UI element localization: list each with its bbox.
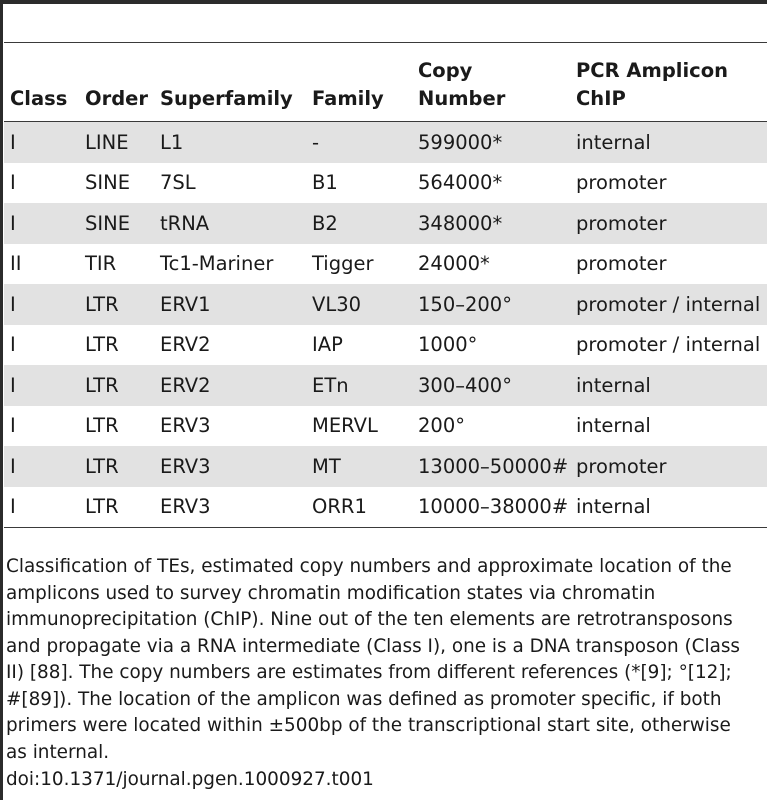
cell-copy: 13000–50000# — [412, 446, 570, 487]
cell-copy: 200° — [418, 414, 465, 438]
cell-family: IAP — [312, 333, 343, 357]
caption-line: #[89]). The location of the amplicon was defined as promoter specific, if both — [6, 688, 722, 710]
cell-pcr: internal — [576, 414, 651, 438]
cell-copy: 10000–38000# — [412, 487, 570, 528]
table-caption — [6, 554, 766, 766]
cell-order: LTR — [79, 487, 154, 528]
header-pcr-line-1: PCR Amplicon — [576, 59, 728, 82]
cell-superfamily: ERV3 — [160, 414, 211, 438]
cell-order: TIR — [85, 252, 117, 276]
caption-line: Classification of TEs, estimated copy numbers and approximate location of the — [6, 556, 732, 577]
caption-line: immunoprecipitation (ChIP). Nine out of the ten elements are retrotransposons — [6, 609, 733, 630]
table-row — [4, 406, 767, 447]
cell-family: Tigger — [312, 252, 374, 276]
cell-class: I — [10, 171, 16, 195]
table-row — [4, 122, 767, 163]
cell-pcr: internal — [570, 122, 767, 163]
cell-family: MT — [306, 446, 412, 487]
cell-class: I — [10, 414, 16, 438]
top-border — [0, 0, 767, 4]
caption-line: amplicons used to survey chromatin modification states via chromatin — [6, 582, 656, 604]
doi-link[interactable]: doi:10.1371/journal.pgen.1000927.t001 — [6, 769, 374, 790]
cell-order: LTR — [79, 446, 154, 487]
cell-pcr: internal — [570, 365, 767, 406]
te-table-container — [4, 42, 767, 528]
cell-superfamily: ERV2 — [154, 365, 306, 406]
header-order: Order — [85, 87, 148, 110]
table-row — [4, 244, 767, 285]
cell-family: B1 — [312, 171, 338, 195]
te-classification-table — [4, 43, 767, 528]
header-pcr-line-2: ChIP — [576, 87, 626, 110]
cell-order: LTR — [85, 333, 119, 357]
cell-copy: 348000* — [412, 203, 570, 244]
cell-copy: 300–400° — [412, 365, 570, 406]
table-row — [4, 284, 767, 325]
caption-line: primers were located within ±500bp of the transcriptional start site, otherwise — [6, 715, 731, 736]
table-body — [4, 122, 767, 528]
caption-line: as internal. — [6, 741, 110, 763]
left-border — [0, 0, 3, 800]
cell-superfamily: Tc1-Mariner — [160, 252, 274, 276]
cell-superfamily: ERV2 — [160, 333, 211, 357]
cell-copy: 24000* — [418, 252, 490, 276]
cell-superfamily: ERV1 — [154, 284, 306, 325]
cell-order: LINE — [79, 122, 154, 163]
cell-order: LTR — [85, 414, 119, 438]
cell-superfamily: L1 — [154, 122, 306, 163]
header-class: Class — [10, 87, 68, 110]
table-row — [4, 325, 767, 366]
table-row — [4, 365, 767, 406]
cell-family: ETn — [306, 365, 412, 406]
cell-family: - — [306, 122, 412, 163]
cell-superfamily: ERV3 — [154, 487, 306, 528]
cell-class: II — [10, 252, 22, 276]
cell-order: LTR — [79, 365, 154, 406]
cell-superfamily: ERV3 — [154, 446, 306, 487]
cell-copy: 150–200° — [412, 284, 570, 325]
cell-class: I — [4, 203, 79, 244]
table-row — [4, 203, 767, 244]
cell-pcr: promoter / internal — [570, 284, 767, 325]
cell-order: LTR — [79, 284, 154, 325]
header-copy-number — [412, 43, 570, 122]
cell-copy: 1000° — [418, 333, 478, 357]
cell-superfamily: 7SL — [160, 171, 196, 195]
cell-family: MERVL — [312, 414, 378, 438]
header-pcr-amplicon-chip — [570, 43, 767, 122]
cell-order: SINE — [85, 171, 131, 195]
cell-superfamily: tRNA — [154, 203, 306, 244]
caption-line: and propagate via a RNA intermediate (Class I), one is a DNA transposon (Class — [6, 635, 741, 657]
table-row — [4, 446, 767, 487]
cell-class: I — [4, 487, 79, 528]
cell-family: VL30 — [306, 284, 412, 325]
table-row — [4, 163, 767, 204]
cell-class: I — [4, 446, 79, 487]
cell-family: B2 — [306, 203, 412, 244]
table-row — [4, 487, 767, 528]
header-superfamily: Superfamily — [160, 87, 293, 110]
cell-copy: 564000* — [418, 171, 503, 195]
cell-class: I — [4, 284, 79, 325]
cell-copy: 599000* — [412, 122, 570, 163]
cell-order: SINE — [79, 203, 154, 244]
header-copy-line-2: Number — [418, 87, 506, 110]
cell-class: I — [4, 122, 79, 163]
header-family: Family — [312, 87, 384, 110]
cell-pcr: promoter — [576, 252, 667, 276]
cell-pcr: promoter — [576, 171, 667, 195]
cell-class: I — [10, 333, 16, 357]
caption-line: II) [88]. The copy numbers are estimates from different references (*[9]; °[12]; — [6, 662, 732, 683]
header-copy-line-1: Copy — [418, 59, 473, 82]
cell-pcr: promoter / internal — [576, 333, 761, 357]
cell-family: ORR1 — [306, 487, 412, 528]
cell-pcr: promoter — [570, 446, 767, 487]
cell-class: I — [4, 365, 79, 406]
cell-pcr: internal — [570, 487, 767, 528]
table-header-row — [4, 43, 767, 122]
cell-pcr: promoter — [570, 203, 767, 244]
